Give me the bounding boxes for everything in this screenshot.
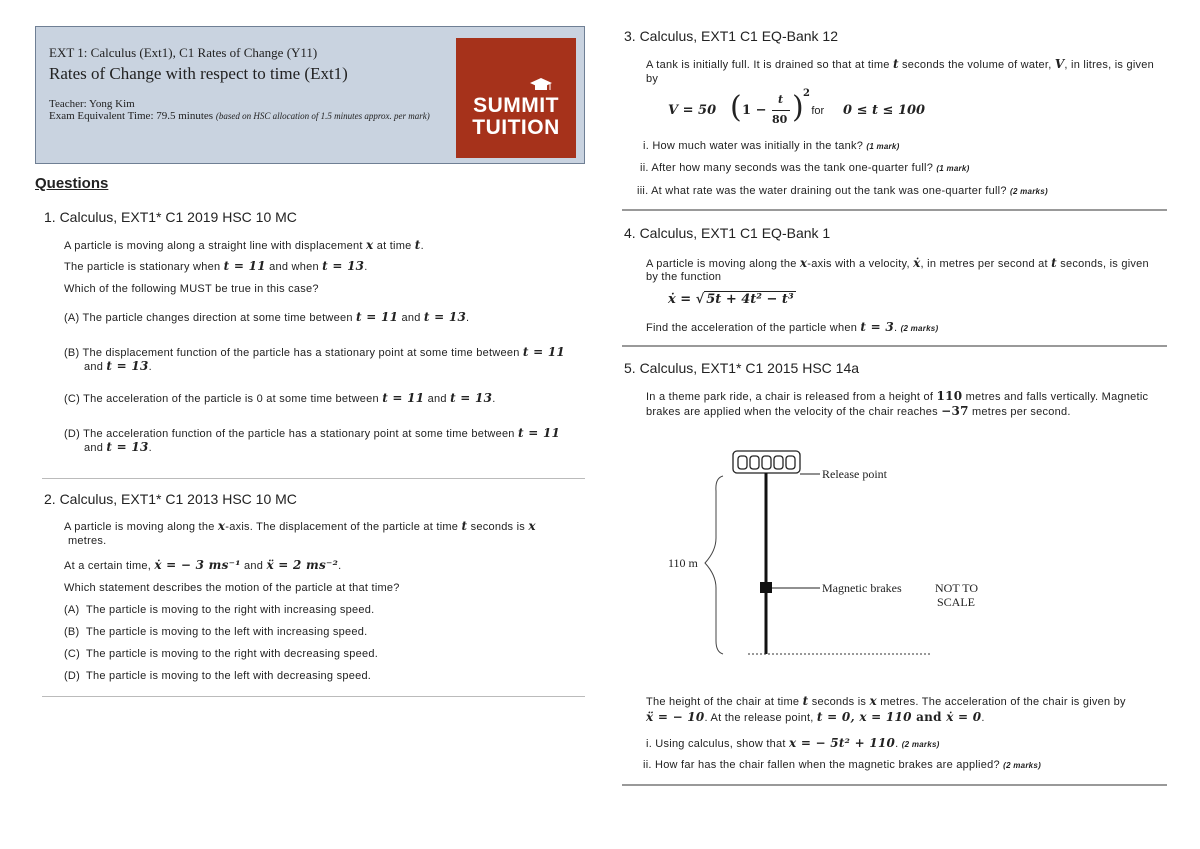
q4-intro-cont: by the function (646, 271, 722, 283)
not-to-label: NOT TO (935, 581, 979, 595)
divider (622, 784, 1167, 786)
q3-formula-one: 1 − (742, 103, 767, 118)
logo-line-1: SUMMIT (473, 94, 559, 117)
q3-formula-for: for (811, 105, 825, 117)
teacher-line: Teacher: Yong Kim (49, 98, 135, 110)
worksheet-title: Rates of Change with respect to time (Ext1) (49, 64, 348, 83)
q5-part-i: i. Using calculus, show that x = − 5t² + 110. (2 marks) (646, 736, 940, 750)
q5-intro: In a theme park ride, a chair is released from a height of 110 metres and falls vertically. Magnetic (646, 389, 1149, 403)
q2-intro-cont: metres. (68, 535, 107, 547)
release-point-label: Release point (822, 467, 887, 481)
divider (622, 345, 1167, 347)
header-box (35, 26, 585, 164)
q3-formula-den: 80 (772, 113, 788, 126)
q3-formula-lhs: V = 50 (668, 103, 717, 118)
q4-formula-radicand: 5t + 4t² − t³ (706, 292, 794, 307)
q4-intro: A particle is moving along the x-axis with a velocity, ẋ, in metres per second at t seconds, is given (646, 256, 1149, 270)
q5-title: 5. Calculus, EXT1* C1 2015 HSC 14a (624, 360, 860, 376)
q3-part-iii: iii. At what rate was the water draining out the tank was one-quarter full? (2 marks) (637, 185, 1048, 197)
header-text (49, 45, 454, 122)
q4-find: Find the acceleration of the particle when t = 3. (2 marks) (646, 320, 939, 334)
q4-sqrt-sign: √ (695, 292, 705, 307)
exam-time-note: (based on HSC allocation of 1.5 minutes approx. per mark) (215, 111, 430, 121)
scale-label: SCALE (937, 595, 976, 609)
q2-option-a[interactable]: (A) The particle is moving to the right with increasing speed. (64, 604, 375, 616)
questions-heading: Questions (35, 175, 109, 192)
q2-option-d[interactable]: (D) The particle is moving to the left with decreasing speed. (64, 670, 372, 682)
exam-time-label: Exam Equivalent Time: 79.5 minutes (49, 110, 214, 122)
q1-which: Which of the following MUST be true in this case? (64, 283, 319, 295)
q1-title: 1. Calculus, EXT1* C1 2019 HSC 10 MC (44, 209, 297, 225)
q5-part-ii: ii. How far has the chair fallen when the magnetic brakes are applied? (2 marks) (643, 759, 1041, 771)
q3-intro-cont: by (646, 73, 659, 85)
q3-title: 3. Calculus, EXT1 C1 EQ-Bank 12 (624, 28, 838, 44)
q2-intro: A particle is moving along the x-axis. The displacement of the particle at time t seconds is x (64, 519, 536, 533)
q1-option-a[interactable]: (A) The particle changes direction at some time between t = 11 and t = 13. (64, 310, 470, 324)
q3-part-i: i. How much water was initially in the tank? (1 mark) (643, 140, 900, 152)
q3-formula-num: t (778, 93, 784, 106)
chair-icon (733, 451, 800, 473)
q3-intro: A tank is initially full. It is drained so that at time t seconds the volume of water, V, in litres, is given (646, 57, 1155, 71)
magnetic-brakes-block (760, 582, 772, 593)
q1-option-b[interactable]: (B) The displacement function of the particle has a stationary point at some time between t = 11 (64, 345, 566, 359)
theme-park-ride-diagram (660, 446, 990, 661)
divider (42, 478, 585, 479)
height-label: 110 m (668, 556, 698, 570)
logo-line-2: TUITION (472, 116, 560, 139)
divider (42, 696, 585, 697)
q3-formula-rparen: ) (792, 90, 804, 125)
q1-option-c[interactable]: (C) The acceleration of the particle is 0 at some time between t = 11 and t = 13. (64, 391, 496, 405)
q5-height: The height of the chair at time t seconds is x metres. The acceleration of the chair is given by (646, 694, 1126, 708)
q3-formula-lparen: ( (730, 90, 742, 125)
q1-option-d-cont: and t = 13. (84, 440, 152, 454)
q1-option-d[interactable]: (D) The acceleration function of the particle has a stationary point at some time between t = 11 (64, 426, 561, 440)
height-brace (705, 476, 723, 654)
q1-intro: A particle is moving along a straight line with displacement x at time t. (64, 238, 424, 252)
q5-intro-cont: brakes are applied when the velocity of the chair reaches −37 metres per second. (646, 404, 1071, 418)
summit-tuition-logo (456, 38, 576, 158)
q2-condition: At a certain time, ẋ = − 3 ms⁻¹ and ẍ = 2 ms⁻². (64, 558, 342, 572)
divider (622, 209, 1167, 211)
q1-stationary: The particle is stationary when t = 11 and when t = 13. (64, 259, 368, 273)
q2-option-c[interactable]: (C) The particle is moving to the right with decreasing speed. (64, 648, 379, 660)
q2-which: Which statement describes the motion of the particle at that time? (64, 582, 400, 594)
q2-title: 2. Calculus, EXT1* C1 2013 HSC 10 MC (44, 491, 297, 507)
exam-time (49, 110, 454, 122)
q3-formula-range: 0 ≤ t ≤ 100 (843, 103, 926, 118)
q1-option-b-cont: and t = 13. (84, 359, 152, 373)
q3-formula-fracbar (772, 110, 790, 111)
q3-formula-power: 2 (803, 88, 810, 99)
course-line: EXT 1: Calculus (Ext1), C1 Rates of Change (Y11) (49, 45, 318, 60)
q4-formula (668, 292, 796, 307)
q3-part-ii: ii. After how many seconds was the tank one-quarter full? (1 mark) (640, 162, 970, 174)
q5-acceleration: ẍ = − 10. At the release point, t = 0, x = 110 and ẋ = 0. (646, 710, 985, 724)
q4-title: 4. Calculus, EXT1 C1 EQ-Bank 1 (624, 225, 831, 241)
q4-formula-lhs: ẋ = (668, 292, 696, 307)
magnetic-brakes-label: Magnetic brakes (822, 581, 902, 595)
q2-option-b[interactable]: (B) The particle is moving to the left with increasing speed. (64, 626, 368, 638)
graduation-cap-icon (530, 78, 552, 92)
